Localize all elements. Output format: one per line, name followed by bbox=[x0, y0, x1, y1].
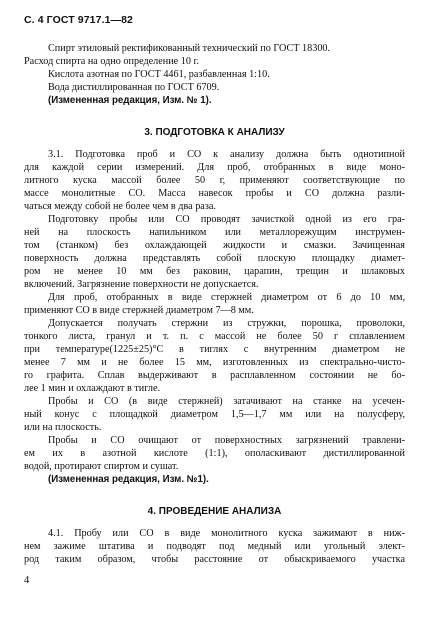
paragraph-line: применяют СО в виде стержней диаметром 7—8 мм. bbox=[24, 305, 254, 316]
paragraph-line: или на плоскость. bbox=[24, 422, 102, 433]
paragraph-line: го графита. Сплав выдерживают в расплавленном состоянии не бо- bbox=[24, 370, 405, 381]
paragraph-line: ный конус с площадкой диаметром 1,5—1,7 мм или на полусферу, bbox=[24, 409, 405, 420]
paragraph-line: водой, протирают спиртом и сушат. bbox=[24, 461, 179, 472]
paragraph-4-1 bbox=[24, 527, 405, 566]
materials-list bbox=[24, 42, 405, 107]
paragraph-rod-fusion bbox=[24, 317, 405, 395]
materials-line: Расход спирта на одно определение 10 г. bbox=[24, 56, 200, 67]
page-body bbox=[24, 42, 405, 566]
paragraph-line: для каждой серии измерений. Для проб, отобранных в виде моно- bbox=[24, 162, 405, 173]
paragraph-sharpening bbox=[24, 395, 405, 434]
paragraph-line: нем зажиме штатива и подводят под медный или угольный элект- bbox=[24, 541, 405, 552]
paragraph-line: включений. Загрязнение поверхности не допускается. bbox=[24, 279, 259, 290]
paragraph-line: ем их в азотной кислоте (1:1), ополаскивают дистиллированной bbox=[24, 448, 405, 459]
paragraph-line: 4.1. Пробу или СО в виде монолитного куска зажимают в ниж- bbox=[48, 528, 405, 539]
materials-line: Вода дистиллированная по ГОСТ 6709. bbox=[48, 82, 220, 93]
paragraph-line: ней на плоскость напильником или металлорежущим инструмен- bbox=[24, 227, 405, 238]
paragraph-line: том (станком) без охлаждающей жидкости и смазки. Зачищенная bbox=[24, 240, 405, 251]
paragraph-line: чаться между собой не более чем в два раза. bbox=[24, 201, 216, 212]
paragraph-line: Пробы и СО (в виде стержней) затачивают на станке на усечен- bbox=[48, 396, 405, 407]
section-heading-3: 3. ПОДГОТОВКА К АНАЛИЗУ bbox=[144, 127, 285, 138]
page-number: 4 bbox=[24, 575, 30, 586]
paragraph-line: Допускается получать стержни из стружки, порошка, проволоки, bbox=[48, 318, 405, 329]
paragraph-line: литного куска массой более 50 г, применяют соответствующие по bbox=[24, 175, 405, 186]
revision-note: (Измененная редакция, Изм. № 1). bbox=[48, 95, 212, 106]
section-heading-4: 4. ПРОВЕДЕНИЕ АНАЛИЗА bbox=[147, 506, 282, 517]
paragraph-line: 3.1. Подготовка проб и СО к анализу должна быть однотипной bbox=[48, 149, 405, 160]
paragraph-line: Пробы и СО очищают от поверхностных загрязнений травлени- bbox=[48, 435, 405, 446]
materials-line: Кислота азотная по ГОСТ 4461, разбавленная 1:10. bbox=[48, 69, 270, 80]
paragraph-line: тонкого листа, гранул и т. п. с массой не более 50 г сплавлением bbox=[24, 331, 405, 342]
paragraph-cleaning bbox=[24, 434, 405, 473]
paragraph-line: при температуре(1225±25)°С в тиглях с внутренним диаметром не bbox=[24, 344, 405, 355]
paragraph-line: ром не менее 10 мм без раковин, царапин, трещин и шлаковых bbox=[24, 266, 405, 277]
revision-note: (Измененная редакция, Изм. №1). bbox=[48, 474, 209, 485]
materials-line: Спирт этиловый ректификованный технический по ГОСТ 18300. bbox=[48, 43, 331, 54]
paragraph-line: лее 1 мин и охлаждают в тигле. bbox=[24, 383, 161, 394]
paragraph-surface-prep bbox=[24, 213, 405, 291]
paragraph-line: менее 7 мм и не более 15 мм, изготовленных из спектрально-чисто- bbox=[24, 357, 405, 368]
paragraph-line: поверхность должна представлять собой плоскую площадку диамет- bbox=[24, 253, 405, 264]
paragraph-line: Подготовку пробы или СО проводят зачисткой одной из его гра- bbox=[48, 214, 405, 225]
page-header: С. 4 ГОСТ 9717.1—82 bbox=[24, 14, 134, 26]
paragraph-rod-samples bbox=[24, 291, 405, 317]
paragraph-line: массе монолитные СО. Масса навесок пробы и СО должна разли- bbox=[24, 188, 405, 199]
paragraph-3-1 bbox=[24, 148, 405, 213]
paragraph-line: Для проб, отобранных в виде стержней диаметром от 6 до 10 мм, bbox=[48, 292, 405, 303]
paragraph-line: род таким образом, чтобы расстояние от обыскриваемого участка bbox=[24, 554, 405, 565]
